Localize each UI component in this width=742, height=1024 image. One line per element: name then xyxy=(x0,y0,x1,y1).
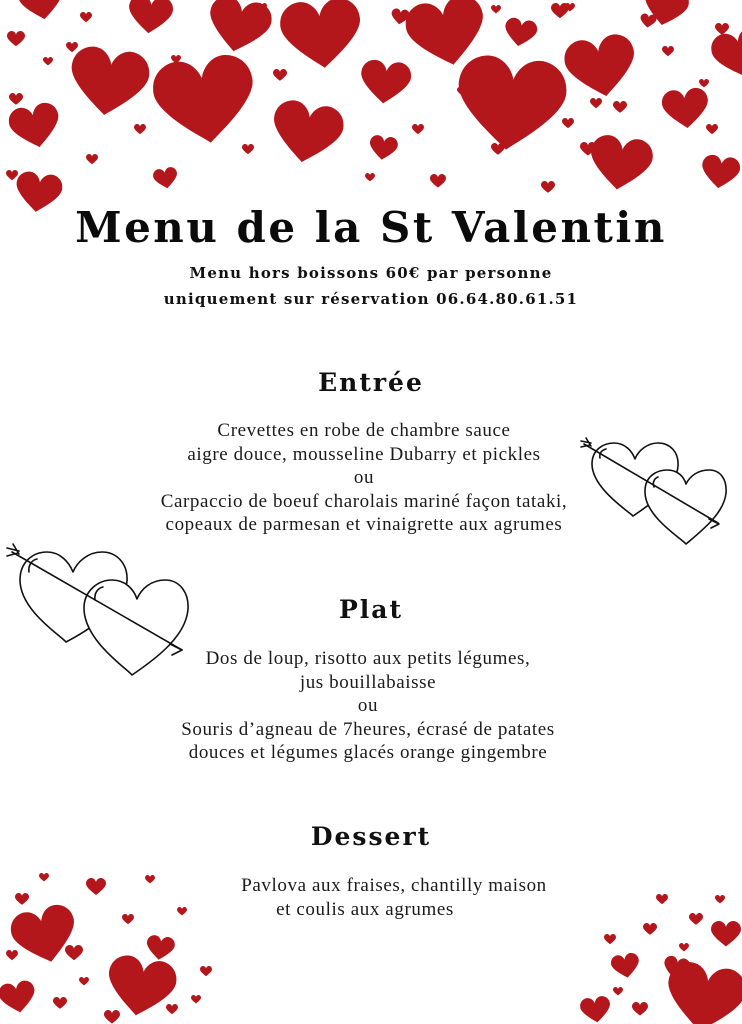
dish-separator: ou xyxy=(357,695,379,716)
menu-title: Menu de la St Valentin xyxy=(75,203,667,252)
heart-icon xyxy=(708,24,742,84)
heart-icon xyxy=(43,57,53,66)
top-hearts-border xyxy=(6,0,742,215)
dish-line: Dos de loup, risotto aux petits légumes, xyxy=(205,648,531,669)
heart-icon xyxy=(706,124,718,134)
heart-icon xyxy=(365,173,375,182)
heart-icon xyxy=(412,124,424,134)
price-line: Menu hors boissons 60€ par personne xyxy=(189,264,553,282)
heart-icon xyxy=(6,170,18,180)
heart-icon xyxy=(586,133,655,194)
heart-icon xyxy=(662,46,674,56)
heart-icon xyxy=(613,987,623,996)
heart-icon xyxy=(150,52,261,150)
heart-icon xyxy=(267,97,346,168)
section-title-entree: Entrée xyxy=(318,368,424,397)
heart-icon xyxy=(134,124,146,134)
heart-icon xyxy=(80,12,92,22)
plat-dishes xyxy=(0,647,742,765)
heart-icon xyxy=(145,934,176,961)
dish-line: copeaux de parmesan et vinaigrette aux agrumes xyxy=(165,514,563,535)
heart-icon xyxy=(639,13,657,29)
heart-icon xyxy=(104,1010,120,1024)
heart-icon xyxy=(191,995,201,1004)
heart-icon xyxy=(166,1004,178,1014)
heart-icon xyxy=(502,16,538,48)
heart-icon xyxy=(661,87,711,131)
heart-icon xyxy=(679,943,689,952)
heart-icon xyxy=(699,154,741,191)
dish-line: douces et légumes glacés orange gingembre xyxy=(188,742,548,763)
heart-icon xyxy=(613,101,627,113)
heart-icon xyxy=(579,995,612,1024)
heart-icon xyxy=(604,934,616,944)
heart-icon xyxy=(53,997,67,1009)
heart-icon xyxy=(200,966,212,976)
heart-icon xyxy=(368,134,399,161)
heart-icon xyxy=(66,44,152,121)
heart-icon xyxy=(66,42,78,52)
heart-icon xyxy=(491,143,505,155)
heart-icon xyxy=(273,69,287,81)
heart-icon xyxy=(452,53,569,156)
dish-line: Carpaccio de boeuf charolais mariné façon tataki, xyxy=(160,490,568,512)
heart-icon xyxy=(242,144,254,154)
entree-dishes xyxy=(0,419,742,537)
heart-icon xyxy=(541,181,555,193)
heart-icon xyxy=(6,950,18,960)
heart-icon xyxy=(715,23,729,35)
dish-line: et coulis aux agrumes xyxy=(276,898,454,920)
heart-icon xyxy=(79,977,89,986)
heart-icon xyxy=(561,31,640,102)
dish-line: jus bouillabaisse xyxy=(299,671,437,693)
heart-icon xyxy=(562,118,574,128)
heart-icon xyxy=(86,154,98,164)
heart-icon xyxy=(7,31,25,46)
dish-line: aigre douce, mousseline Dubarry et pickles xyxy=(187,443,541,465)
dessert-dishes xyxy=(0,874,742,921)
heart-icon xyxy=(6,100,64,152)
dish-separator: ou xyxy=(353,467,375,488)
section-title-dessert: Dessert xyxy=(310,822,432,851)
heart-icon xyxy=(0,979,38,1015)
heart-icon xyxy=(127,0,175,36)
heart-icon xyxy=(632,1002,648,1016)
heart-icon xyxy=(278,0,365,72)
heart-icon xyxy=(590,98,602,108)
dish-line: Crevettes en robe de chambre sauce xyxy=(217,420,511,441)
heart-icon xyxy=(610,952,642,980)
heart-icon xyxy=(699,79,709,88)
heart-icon xyxy=(9,93,23,105)
heart-icon xyxy=(711,921,741,947)
section-title-plat: Plat xyxy=(338,595,404,624)
reservation-line: uniquement sur réservation 06.64.80.61.51 xyxy=(163,290,579,308)
heart-icon xyxy=(358,59,412,106)
dish-line: Pavlova aux fraises, chantilly maison xyxy=(241,875,547,896)
heart-icon xyxy=(491,5,501,14)
heart-icon xyxy=(65,945,83,960)
heart-icon xyxy=(152,166,179,190)
heart-icon xyxy=(17,0,67,23)
heart-icon xyxy=(643,923,657,935)
dish-line: Souris d’agneau de 7heures, écrasé de patates xyxy=(181,718,555,740)
heart-icon xyxy=(430,174,446,188)
